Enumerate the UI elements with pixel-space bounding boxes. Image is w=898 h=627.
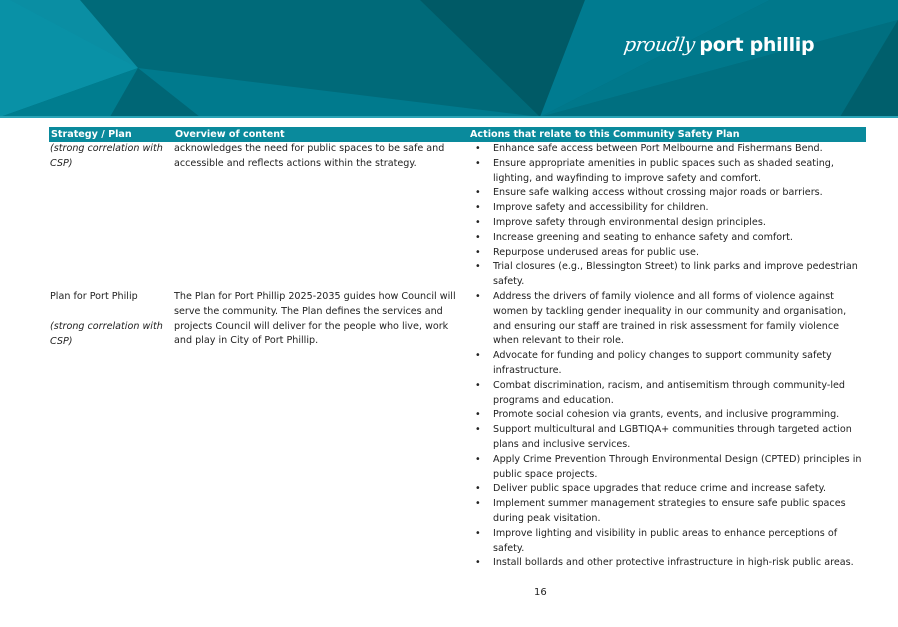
action-item: • Ensure safe walking access without crossing major roads or barriers. — [469, 186, 864, 201]
action-item: • Address the drivers of family violence and all forms of violence against women by tackling gender inequality in our community and organisation, and ensuring our staff are trained in risk assessment for family violence when relevant to their role. — [469, 290, 864, 349]
logo-bold-text: port phillip — [699, 34, 815, 56]
table-header-row — [49, 127, 866, 142]
strategy-actions-table — [49, 127, 866, 571]
strategy-correlation-note: (strong correlation with CSP) — [50, 143, 163, 169]
action-item: • Combat discrimination, racism, and antisemitism through community-led programs and education. — [469, 379, 864, 409]
action-item: • Support multicultural and LGBTIQA+ communities through targeted action plans and inclusive services. — [469, 423, 864, 453]
action-item: • Improve safety through environmental design principles. — [469, 216, 864, 231]
action-item: • Improve safety and accessibility for children. — [469, 201, 864, 216]
column-header-actions: Actions that relate to this Community Safety Plan — [468, 127, 866, 142]
action-item: • Install bollards and other protective infrastructure in high-risk public areas. — [469, 556, 864, 571]
strategy-cell — [49, 290, 173, 571]
actions-cell — [468, 142, 866, 290]
overview-cell: The Plan for Port Phillip 2025-2035 guides how Council will serve the community. The Plan defines the services and projects Council will deliver for the people who live, work and play in City of Port Phillip. — [174, 290, 456, 347]
actions-list — [469, 290, 864, 571]
table-row — [49, 290, 866, 571]
strategy-cell — [49, 142, 173, 290]
logo-script-text: proudly — [622, 34, 696, 56]
actions-list — [469, 142, 864, 290]
action-item: • Advocate for funding and policy changes to support community safety infrastructure. — [469, 349, 864, 379]
strategy-correlation-note: (strong correlation with CSP) — [50, 320, 163, 347]
overview-cell: acknowledges the need for public spaces to be safe and accessible and reflects actions within the strategy. — [174, 143, 445, 169]
proudly-port-phillip-logo — [624, 34, 814, 56]
action-item: • Trial closures (e.g., Blessington Street) to link parks and improve pedestrian safety. — [469, 260, 864, 290]
action-item: • Increase greening and seating to enhance safety and comfort. — [469, 231, 864, 246]
action-item: • Enhance safe access between Port Melbourne and Fishermans Bend. — [469, 142, 864, 157]
action-item: • Repurpose underused areas for public use. — [469, 246, 864, 261]
action-item: • Improve lighting and visibility in public areas to enhance perceptions of safety. — [469, 527, 864, 557]
action-item: • Apply Crime Prevention Through Environmental Design (CPTED) principles in public space projects. — [469, 453, 864, 483]
column-header-overview: Overview of content — [173, 127, 468, 142]
column-header-strategy: Strategy / Plan — [49, 127, 173, 142]
action-item: • Deliver public space upgrades that reduce crime and increase safety. — [469, 482, 864, 497]
action-item: • Implement summer management strategies to ensure safe public spaces during peak visitation. — [469, 497, 864, 527]
header-banner — [0, 0, 898, 117]
page-number: 16 — [534, 587, 547, 598]
action-item: • Promote social cohesion via grants, events, and inclusive programming. — [469, 408, 864, 423]
strategy-name: Plan for Port Philip — [50, 290, 138, 302]
action-item: • Ensure appropriate amenities in public spaces such as shaded seating, lighting, and wayfinding to improve safety and comfort. — [469, 157, 864, 187]
table-row — [49, 142, 866, 290]
banner-divider — [0, 116, 898, 118]
actions-cell — [468, 290, 866, 571]
banner-geometric-pattern — [0, 0, 898, 117]
